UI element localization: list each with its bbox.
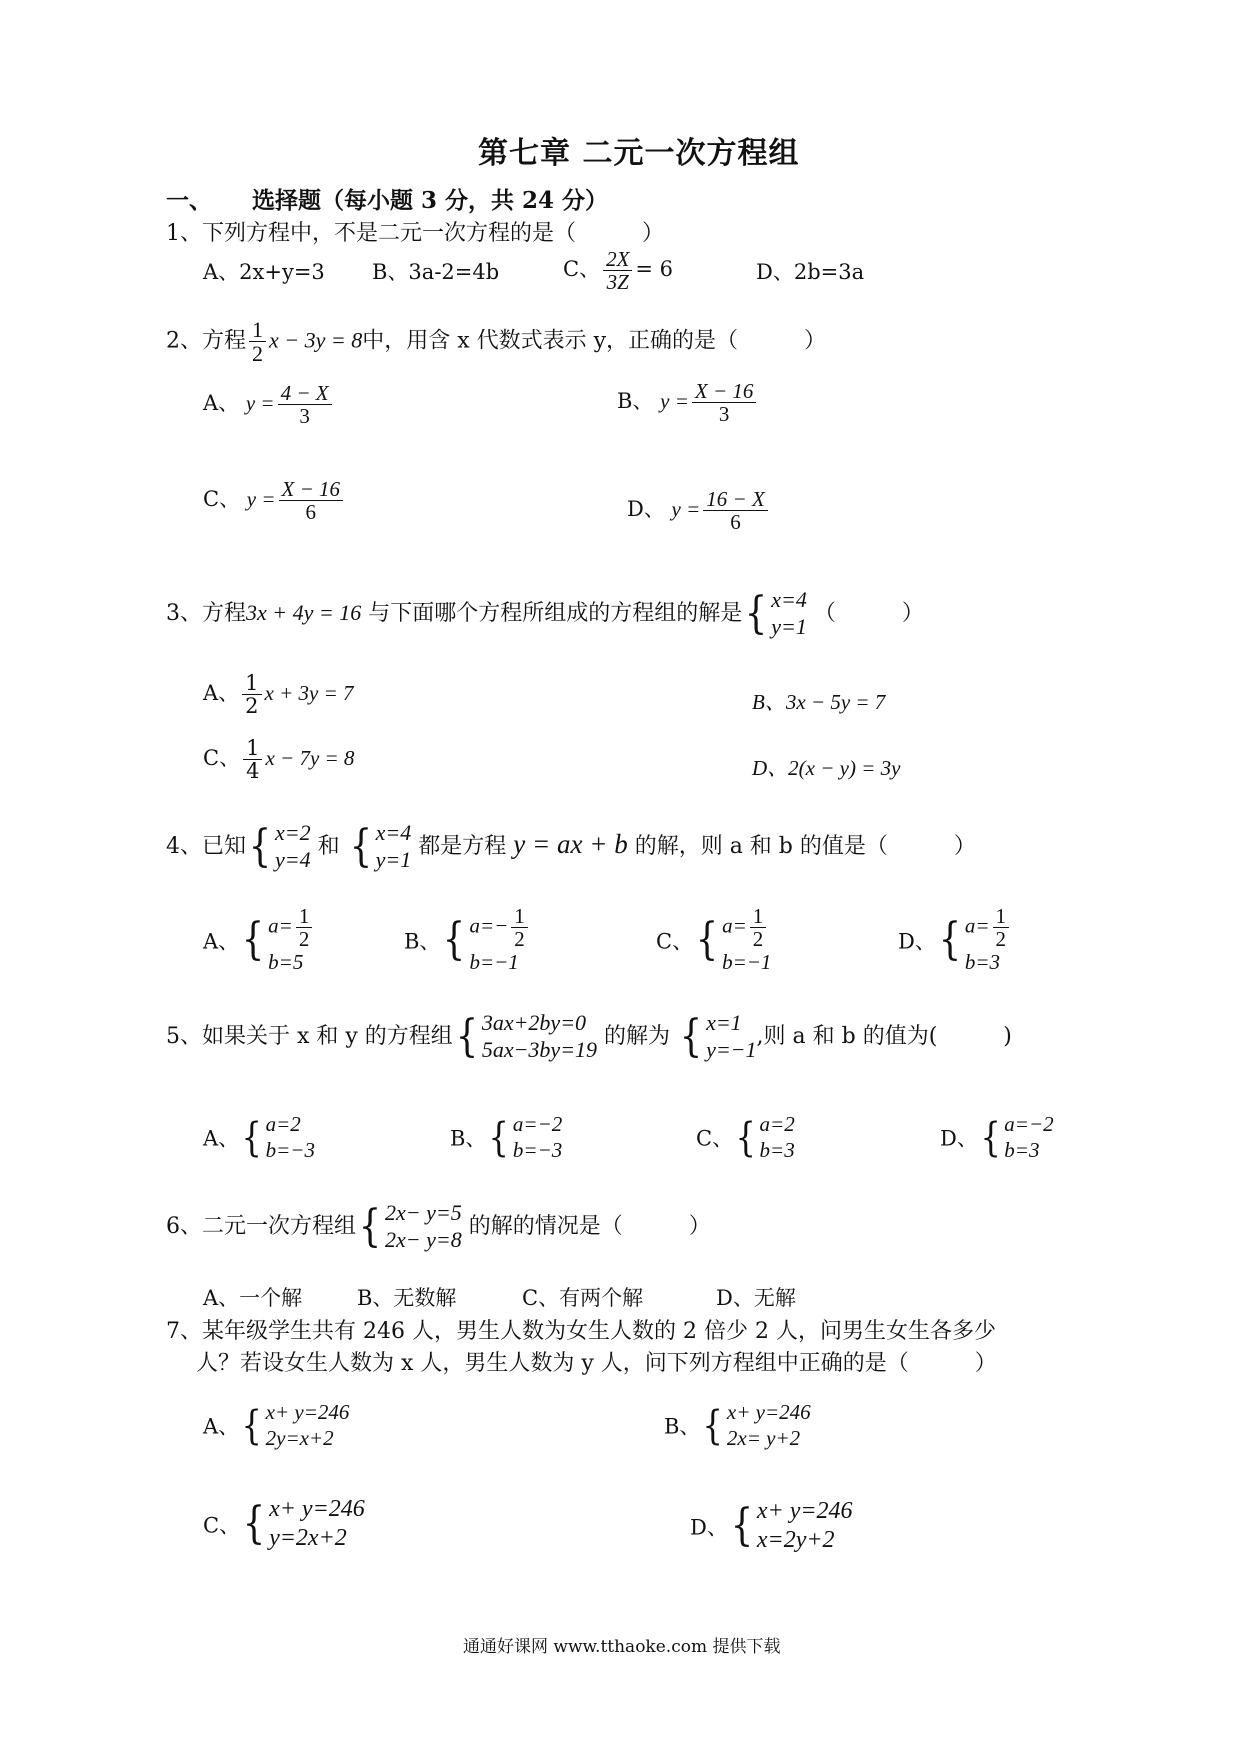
q1-stem: 1、下列方程中，不是二元一次方程的是（ ） bbox=[166, 221, 664, 246]
q2-d-label: D、 bbox=[627, 497, 665, 522]
q5-d-label: D、 bbox=[940, 1126, 978, 1151]
q4-a-num: 1 bbox=[296, 905, 313, 928]
q4-c-system bbox=[693, 905, 771, 976]
q2-a-num: 4 − X bbox=[278, 382, 332, 405]
q4-a-brace: { bbox=[241, 914, 265, 966]
q6-option-b: B、无数解 bbox=[357, 1286, 457, 1310]
q7-a-1: x+ y=246 bbox=[265, 1400, 350, 1424]
q2-c-num: X − 16 bbox=[279, 478, 344, 501]
q2-c-den: 6 bbox=[305, 500, 317, 525]
q2-b-lhs: y = bbox=[660, 389, 689, 414]
q4-s2-b: y=1 bbox=[375, 846, 412, 872]
q4-d-fraction bbox=[993, 905, 1010, 950]
q5-b-brace: { bbox=[488, 1114, 510, 1161]
q4-a-top: a= bbox=[268, 913, 293, 938]
q6-s1: 2x− y=5 bbox=[385, 1200, 462, 1225]
q3-a-label: A、 bbox=[203, 681, 240, 706]
q4-a-label: A、 bbox=[203, 929, 240, 954]
q6-option-c: C、有两个解 bbox=[522, 1286, 644, 1310]
q5-stem bbox=[166, 1010, 1012, 1064]
q7-option-c bbox=[203, 1495, 365, 1554]
q5-a-brace: { bbox=[241, 1114, 263, 1161]
q1-option-a: A、2x+y=3 bbox=[203, 260, 325, 284]
q5-b-2: b=−3 bbox=[512, 1137, 563, 1162]
q5-c-2: b=3 bbox=[759, 1137, 795, 1162]
q7-a-brace: { bbox=[241, 1402, 263, 1449]
q3-system bbox=[742, 587, 807, 641]
q2-expression: x − 3y = 8 bbox=[269, 327, 363, 353]
q7-d-brace: { bbox=[730, 1500, 754, 1552]
q1-c-fraction bbox=[603, 248, 632, 293]
q4-c-den: 2 bbox=[752, 927, 764, 952]
q2-c-fraction bbox=[279, 478, 344, 523]
q3-paren: （ ） bbox=[813, 600, 924, 626]
q2-b-num: X − 16 bbox=[692, 380, 757, 403]
footer-source: 通通好课网 www.tthaoke.com 提供下载 bbox=[463, 1637, 781, 1657]
q4-a-den: 2 bbox=[298, 927, 310, 952]
section-number: 一、 bbox=[166, 187, 212, 214]
q2-option-c bbox=[203, 478, 346, 523]
q5-a-system bbox=[239, 1112, 315, 1163]
q7-b-1: x+ y=246 bbox=[726, 1400, 811, 1424]
q5-option-a bbox=[203, 1112, 315, 1163]
q5-option-b bbox=[450, 1112, 562, 1163]
q5-system-2 bbox=[677, 1010, 756, 1064]
q7-d-1: x+ y=246 bbox=[756, 1498, 853, 1524]
q4-a-bottom: b=5 bbox=[268, 950, 304, 975]
q4-option-b bbox=[404, 905, 531, 976]
q4-d-num: 1 bbox=[993, 905, 1010, 928]
q4-option-d bbox=[898, 905, 1012, 976]
q7-option-a bbox=[203, 1400, 349, 1451]
q4-equation: y = ax + b bbox=[513, 828, 628, 859]
q5-d-2: b=3 bbox=[1004, 1137, 1040, 1162]
q3-stem bbox=[166, 587, 924, 641]
q5-c-system bbox=[733, 1112, 795, 1163]
q2-d-lhs: y = bbox=[671, 497, 701, 522]
q2-a-lhs: y = bbox=[245, 391, 275, 416]
q4-b-system bbox=[440, 905, 530, 976]
q2-c-label: C、 bbox=[203, 487, 241, 512]
q4-a-system bbox=[239, 905, 315, 976]
q2-c-lhs: y = bbox=[246, 487, 276, 512]
q2-d-den: 6 bbox=[730, 510, 741, 535]
q3-c-label: C、 bbox=[203, 746, 241, 771]
q4-b-den: 2 bbox=[514, 927, 525, 952]
q4-brace-2: { bbox=[349, 820, 372, 872]
q7-a-system bbox=[239, 1400, 349, 1451]
q6-stem bbox=[166, 1200, 711, 1254]
q2-a-label: A、 bbox=[203, 391, 240, 416]
q4-mid: 都是方程 bbox=[418, 833, 507, 859]
q7-c-1: x+ y=246 bbox=[269, 1496, 365, 1522]
q2-d-fraction bbox=[703, 488, 768, 533]
q5-c-brace: { bbox=[735, 1114, 756, 1161]
q6-system bbox=[356, 1200, 462, 1254]
q4-c-bottom: b=−1 bbox=[722, 950, 772, 975]
q3-a-num: 1 bbox=[242, 672, 261, 695]
q5-a-label: A、 bbox=[203, 1126, 240, 1151]
q5-s2-a: x=1 bbox=[706, 1010, 742, 1035]
q2-b-den: 3 bbox=[718, 402, 730, 427]
q1-option-c bbox=[563, 248, 673, 293]
q3-a-expr: x + 3y = 7 bbox=[264, 681, 354, 706]
q2-b-fraction bbox=[692, 380, 757, 425]
q4-post: 的解，则 a 和 b 的值是（ ） bbox=[634, 833, 976, 859]
q3-sys-y: y=1 bbox=[771, 613, 807, 639]
q7-d-label: D、 bbox=[690, 1515, 728, 1540]
q5-b-label: B、 bbox=[450, 1126, 487, 1151]
q2-fraction bbox=[249, 318, 266, 365]
q1-c-rhs: = 6 bbox=[635, 257, 674, 282]
q4-c-label: C、 bbox=[656, 929, 694, 954]
q5-d-1: a=−2 bbox=[1004, 1112, 1054, 1136]
q4-b-top: a=− bbox=[469, 913, 509, 938]
q4-a-fraction bbox=[296, 905, 313, 950]
q4-stem bbox=[166, 820, 976, 874]
q4-d-system bbox=[936, 905, 1012, 976]
q4-s1-b: y=4 bbox=[275, 846, 311, 872]
q1-option-d: D、2b=3a bbox=[756, 260, 865, 284]
q5-b-system bbox=[486, 1112, 562, 1163]
q5-pre: 5、如果关于 x 和 y 的方程组 bbox=[166, 1023, 453, 1049]
q7-b-brace: { bbox=[702, 1402, 724, 1449]
q4-brace-1: { bbox=[248, 820, 272, 872]
q4-and: 和 bbox=[317, 833, 340, 859]
q7-c-2: y=2x+2 bbox=[269, 1525, 347, 1552]
q4-c-fraction bbox=[750, 905, 767, 950]
q4-system-2 bbox=[347, 820, 412, 874]
q7-a-label: A、 bbox=[203, 1414, 240, 1439]
q3-pre: 3、方程 bbox=[166, 600, 246, 626]
q4-system-1 bbox=[246, 820, 311, 874]
q1-c-num: 2X bbox=[603, 248, 632, 271]
q3-option-a bbox=[203, 672, 354, 717]
q2-a-fraction bbox=[278, 382, 332, 427]
q3-option-d: D、2(x − y) = 3y bbox=[752, 756, 901, 780]
q4-c-num: 1 bbox=[750, 905, 767, 928]
q2-option-b bbox=[617, 380, 759, 425]
q6-s2: 2x− y=8 bbox=[385, 1226, 462, 1252]
q6-brace: { bbox=[358, 1200, 382, 1252]
q7-c-label: C、 bbox=[203, 1513, 241, 1538]
q5-a-2: b=−3 bbox=[265, 1137, 315, 1162]
q7-option-b bbox=[664, 1400, 811, 1451]
q4-b-label: B、 bbox=[404, 929, 441, 954]
q5-b-1: a=−2 bbox=[512, 1112, 563, 1136]
q7-d-2: x=2y+2 bbox=[756, 1527, 835, 1554]
q4-c-brace: { bbox=[695, 914, 719, 966]
q5-post: ,则 a 和 b 的值为( ) bbox=[756, 1023, 1012, 1049]
q5-brace-2: { bbox=[679, 1010, 703, 1062]
q2-post: 中，用含 x 代数式表示 y，正确的是（ ） bbox=[362, 328, 827, 354]
q4-b-brace: { bbox=[443, 914, 466, 966]
q7-c-system bbox=[240, 1495, 365, 1554]
q3-brace: { bbox=[745, 587, 768, 639]
q4-s1-a: x=2 bbox=[275, 820, 311, 845]
q5-d-brace: { bbox=[980, 1114, 1001, 1161]
q5-c-1: a=2 bbox=[759, 1112, 795, 1136]
q6-option-a: A、一个解 bbox=[203, 1286, 303, 1310]
q3-c-expr: x − 7y = 8 bbox=[265, 746, 355, 771]
q2-frac-den: 2 bbox=[252, 341, 263, 367]
q7-option-d bbox=[690, 1497, 853, 1556]
q6-option-d: D、无解 bbox=[716, 1286, 796, 1310]
q2-b-label: B、 bbox=[617, 389, 654, 414]
q7-b-2: 2x= y+2 bbox=[726, 1425, 801, 1450]
q1-c-den: 3Z bbox=[606, 270, 629, 295]
q5-s1-b: 5ax−3by=19 bbox=[481, 1036, 598, 1062]
q5-option-c bbox=[696, 1112, 795, 1163]
q4-d-brace: { bbox=[938, 914, 962, 966]
q3-c-fraction bbox=[243, 737, 262, 782]
q4-d-label: D、 bbox=[898, 929, 936, 954]
q4-d-bottom: b=3 bbox=[964, 950, 1001, 975]
q5-a-1: a=2 bbox=[265, 1112, 301, 1136]
q7-a-2: 2y=x+2 bbox=[265, 1425, 334, 1450]
q5-brace-1: { bbox=[455, 1010, 479, 1062]
q3-option-b: B、3x − 5y = 7 bbox=[752, 690, 886, 714]
q7-c-brace: { bbox=[242, 1498, 266, 1550]
q2-option-d bbox=[627, 488, 771, 533]
q2-a-den: 3 bbox=[299, 404, 310, 429]
q1-option-b: B、3a-2=4b bbox=[372, 260, 500, 284]
section-title: 选择题（每小题 3 分，共 24 分） bbox=[252, 187, 609, 214]
q4-b-num: 1 bbox=[511, 905, 528, 928]
q3-option-c bbox=[203, 737, 354, 782]
q4-b-bottom: b=−1 bbox=[469, 950, 519, 975]
q4-pre: 4、已知 bbox=[166, 833, 246, 859]
q7-b-label: B、 bbox=[664, 1414, 701, 1439]
q7-stem-line2: 人？若设女生人数为 x 人，男生人数为 y 人，问下列方程组中正确的是（ ） bbox=[196, 1351, 997, 1376]
q6-post: 的解的情况是（ ） bbox=[468, 1213, 711, 1239]
q4-b-fraction bbox=[511, 905, 528, 950]
q2-stem bbox=[166, 318, 826, 365]
q3-c-num: 1 bbox=[243, 737, 262, 760]
q5-s1-a: 3ax+2by=0 bbox=[481, 1010, 587, 1035]
q2-pre: 2、方程 bbox=[166, 328, 246, 354]
q4-d-den: 2 bbox=[995, 927, 1007, 952]
q5-s2-b: y=−1 bbox=[706, 1036, 757, 1062]
q7-d-system bbox=[728, 1497, 853, 1556]
q2-frac-num: 1 bbox=[249, 318, 266, 342]
q3-equation: 3x + 4y = 16 bbox=[246, 599, 362, 625]
q5-c-label: C、 bbox=[696, 1126, 734, 1151]
q5-option-d bbox=[940, 1112, 1054, 1163]
q5-d-system bbox=[978, 1112, 1054, 1163]
q4-option-c bbox=[656, 905, 771, 976]
q4-s2-a: x=4 bbox=[375, 820, 412, 845]
q3-c-den: 4 bbox=[246, 759, 260, 784]
q4-d-top: a= bbox=[964, 913, 990, 938]
q3-a-den: 2 bbox=[245, 694, 259, 719]
page-title: 第七章 二元一次方程组 bbox=[478, 136, 800, 171]
q3-a-fraction bbox=[242, 672, 261, 717]
q4-c-top: a= bbox=[722, 913, 747, 938]
q7-stem-line1: 7、某年级学生共有 246 人，男生人数为女生人数的 2 倍少 2 人，问男生女生各多少 bbox=[166, 1319, 996, 1344]
q3-sys-x: x=4 bbox=[771, 587, 807, 612]
q1-c-label: C、 bbox=[563, 257, 601, 282]
q2-d-num: 16 − X bbox=[703, 488, 768, 511]
q5-mid: 的解为 bbox=[604, 1023, 671, 1049]
q2-option-a bbox=[203, 382, 335, 427]
q5-system-1 bbox=[453, 1010, 597, 1064]
q4-option-a bbox=[203, 905, 315, 976]
q6-pre: 6、二元一次方程组 bbox=[166, 1213, 356, 1239]
q3-post: 与下面哪个方程所组成的方程组的解是 bbox=[368, 600, 743, 626]
q7-b-system bbox=[700, 1400, 810, 1451]
